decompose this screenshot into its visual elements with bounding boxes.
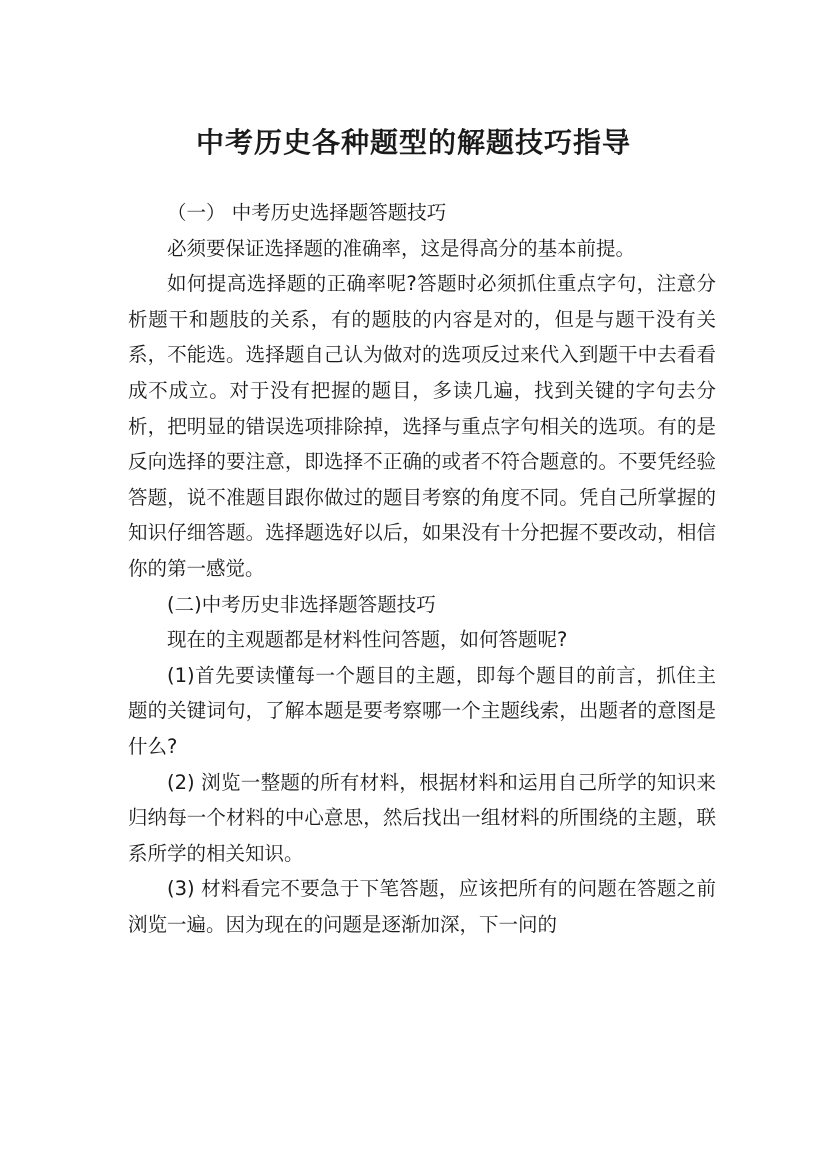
section-heading-choice: （一） 中考历史选择题答题技巧 (167, 201, 447, 224)
paragraph: 如何提高选择题的正确率呢?答题时必须抓住重点字句，注意分析题干和题肢的关系，有的题肢的内容是对的，但是与题干没有关系，不能选。选择题自己认为做对的选项反过来代入到题干中去看看成不成立。对于没有把握的题目，多读几遍，找到关键的字句去分析，把明显的错误选项排除掉，选择与重点字句相关的选项。有的是反向选择的要注意，即选择不正确的或者不符合题意的。不要凭经验答题，说不准题目跟你做过的题目考察的角度不同。凭自己所掌握的知识仔细答题。选择题选好以后，如果没有十分把握不要改动，相信你的第一感觉。 (128, 272, 716, 580)
section-heading-non-choice: (二)中考历史非选择题答题技巧 (167, 592, 436, 616)
document-body (128, 195, 716, 942)
paragraph: (1)首先要读懂每一个题目的主题，即每个题目的前言，抓住主题的关键词句，了解本题是要考察哪一个主题线索，出题者的意图是什么? (128, 663, 716, 758)
paragraph: 必须要保证选择题的准确率，这是得高分的基本前提。 (167, 236, 636, 260)
paragraph: 现在的主观题都是材料性问答题，如何答题呢? (167, 628, 568, 652)
paragraph: (3) 材料看完不要急于下笔答题，应该把所有的问题在答题之前浏览一遍。因为现在的问题是逐渐加深，下一问的 (128, 877, 716, 936)
document-title: 中考历史各种题型的解题技巧指导 (195, 125, 631, 159)
paragraph: (2) 浏览一整题的所有材料，根据材料和运用自己所学的知识来归纳每一个材料的中心意思，然后找出一组材料的所围绕的主题，联系所学的相关知识。 (128, 770, 716, 865)
